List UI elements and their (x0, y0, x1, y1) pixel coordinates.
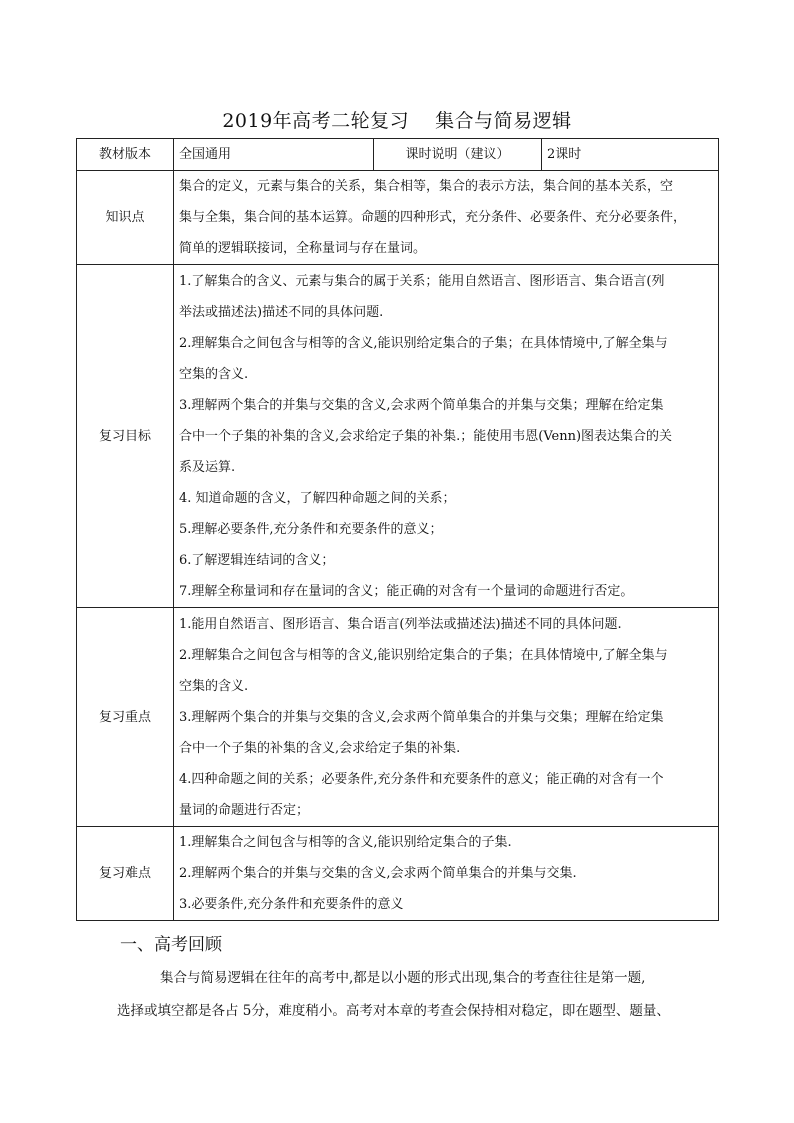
content-line: 系及运算. (179, 460, 236, 475)
content-line: 3.理解两个集合的并集与交集的含义,会求两个简单集合的并集与交集；理解在给定集 (179, 710, 664, 725)
paragraph-line: 集合与简易逻辑在往年的高考中,都是以小题的形式出现,集合的考查往往是第一题, (160, 970, 646, 986)
content-line: 2.理解集合之间包含与相等的含义,能识别给定集合的子集；在具体情境中,了解全集与 (179, 648, 668, 663)
document-title (0, 106, 794, 133)
content-line: 3.理解两个集合的并集与交集的含义,会求两个简单集合的并集与交集；理解在给定集 (179, 398, 664, 413)
table-row (77, 171, 719, 265)
row-label: 复习重点 (77, 608, 174, 827)
content-line: 合中一个子集的补集的含义,会求给定子集的补集.；能使用韦恩(Venn)图表达集合的关 (179, 429, 673, 444)
content-line: 3.必要条件,充分条件和充要条件的意义 (179, 897, 404, 912)
row-content (174, 608, 719, 827)
edition-value: 全国通用 (174, 139, 374, 171)
content-line: 空集的含义. (179, 679, 249, 694)
paragraph-line: 选择或填空都是各占 5分，难度稍小。高考对本章的考查会保持相对稳定，即在题型、题量、 (117, 1003, 670, 1019)
content-line: 举法或描述法)描述不同的具体问题. (179, 305, 384, 320)
content-line: 合中一个子集的补集的含义,会求给定子集的补集. (179, 741, 461, 756)
title-topic: 集合与简易逻辑 (435, 110, 572, 132)
content-line: 1.了解集合的含义、元素与集合的属于关系；能用自然语言、图形语言、集合语言(列 (179, 274, 665, 289)
content-line: 4.四种命题之间的关系；必要条件,充分条件和充要条件的意义；能正确的对含有一个 (179, 772, 664, 787)
content-line: 空集的含义. (179, 367, 249, 382)
content-line: 7.理解全称量词和存在量词的含义；能正确的对含有一个量词的命题进行否定。 (179, 584, 634, 599)
content-line: 6.了解逻辑连结词的含义； (179, 553, 335, 568)
table-row (77, 608, 719, 827)
content-line: 2.理解两个集合的并集与交集的含义,会求两个简单集合的并集与交集. (179, 866, 577, 881)
content-line: 4. 知道命题的含义，了解四种命题之间的关系； (179, 491, 456, 506)
hours-label: 课时说明（建议） (374, 139, 542, 171)
edition-label: 教材版本 (77, 139, 174, 171)
hours-value: 2课时 (542, 139, 719, 171)
content-line: 集合的定义，元素与集合的关系，集合相等，集合的表示方法，集合间的基本关系，空 (179, 179, 674, 194)
table-row (77, 827, 719, 921)
content-line: 量词的命题进行否定； (179, 803, 310, 818)
row-label: 知识点 (77, 171, 174, 265)
content-line: 1.理解集合之间包含与相等的含义,能识别给定集合的子集. (179, 835, 512, 850)
row-content (174, 827, 719, 921)
row-content (174, 265, 719, 608)
content-line: 5.理解必要条件,充分条件和充要条件的意义； (179, 522, 443, 537)
content-line: 集与全集，集合间的基本运算。命题的四种形式，充分条件、必要条件、充分必要条件， (179, 210, 687, 225)
content-line: 简单的逻辑联接词，全称量词与存在量词。 (179, 241, 427, 256)
title-main: 2019年高考二轮复习 (222, 110, 410, 132)
content-line: 1.能用自然语言、图形语言、集合语言(列举法或描述法)描述不同的具体问题. (179, 617, 622, 632)
table-row (77, 265, 719, 608)
section-heading: 一、高考回顾 (120, 935, 222, 955)
row-label: 复习难点 (77, 827, 174, 921)
table-header-row (77, 139, 719, 171)
row-content (174, 171, 719, 265)
row-label: 复习目标 (77, 265, 174, 608)
lesson-plan-table (76, 138, 719, 921)
content-line: 2.理解集合之间包含与相等的含义,能识别给定集合的子集；在具体情境中,了解全集与 (179, 336, 668, 351)
